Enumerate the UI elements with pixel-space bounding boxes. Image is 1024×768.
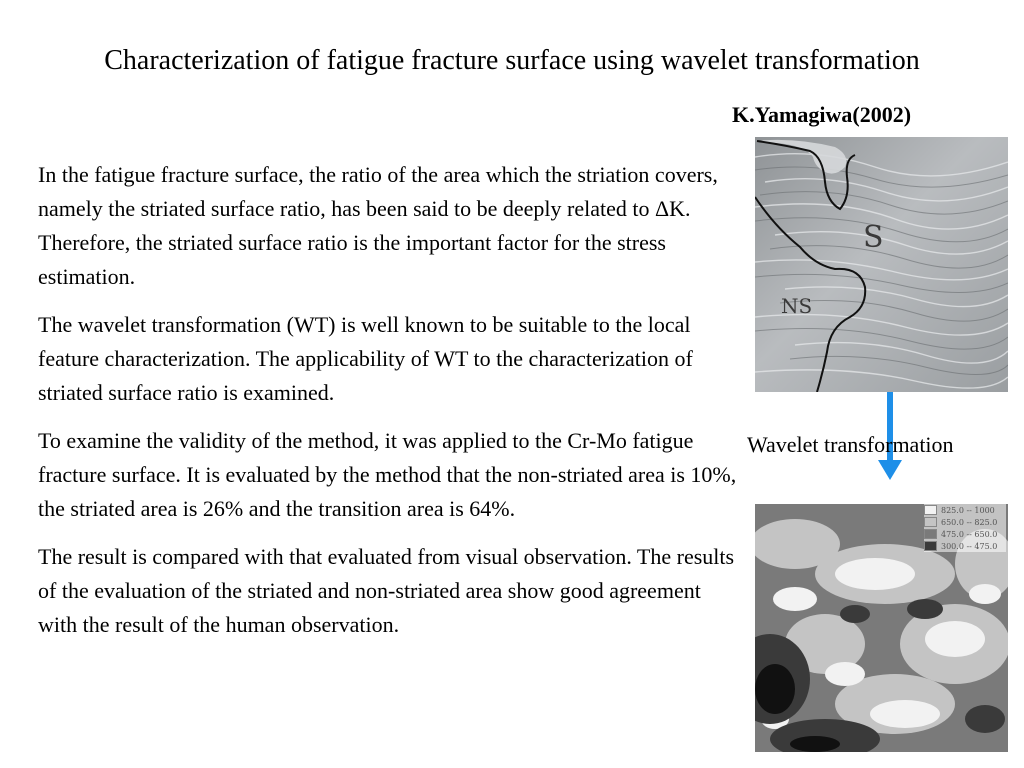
non-striated-region-label: NS: [781, 294, 813, 318]
striated-region-label: S: [863, 220, 884, 255]
legend-swatch: [924, 505, 937, 515]
legend-row: [924, 528, 1006, 540]
legend-range: 650.0 -- 825.0: [941, 517, 998, 527]
contour-legend: [924, 504, 1006, 552]
legend-swatch: [924, 529, 937, 539]
author-citation: K.Yamagiwa(2002): [732, 102, 912, 127]
legend-range: 825.0 -- 1000: [941, 505, 995, 515]
paragraph-2: The wavelet transformation (WT) is well known to be suitable to the local feature characterization. The applicability of WT to the characterization of striated surface ratio is examined.: [38, 312, 693, 405]
legend-row: [924, 516, 1006, 528]
body-text: [38, 158, 740, 656]
fracture-surface-micrograph: [755, 137, 1008, 392]
paragraph-4: The result is compared with that evaluated from visual observation. The results of the evaluation of the striated and non-striated area show good agreement with the result of the human observation.: [38, 544, 735, 637]
paragraph-3: To examine the validity of the method, it was applied to the Cr-Mo fatigue fracture surface. It is evaluated by the method that the non-striated area is 10%, the striated area is 26% and the transition area is 64%.: [38, 428, 737, 521]
legend-range: 300.0 -- 475.0: [941, 541, 998, 551]
wavelet-transformation-label: Wavelet transformation: [747, 432, 954, 457]
legend-range: 475.0 -- 650.0: [941, 529, 998, 539]
legend-row: [924, 504, 1006, 516]
legend-swatch: [924, 517, 937, 527]
wavelet-contour-map: [755, 504, 1008, 752]
micrograph-graphic: [755, 137, 1008, 392]
legend-swatch: [924, 541, 937, 551]
legend-row: [924, 540, 1006, 552]
slide-title: Characterization of fatigue fracture surface using wavelet transformation: [104, 45, 920, 76]
paragraph-1: In the fatigue fracture surface, the ratio of the area which the striation covers, namely the striated surface ratio, has been said to be deeply related to ΔK. Therefore, the striated surface ratio is the important factor for the stress estimation.: [38, 162, 718, 289]
